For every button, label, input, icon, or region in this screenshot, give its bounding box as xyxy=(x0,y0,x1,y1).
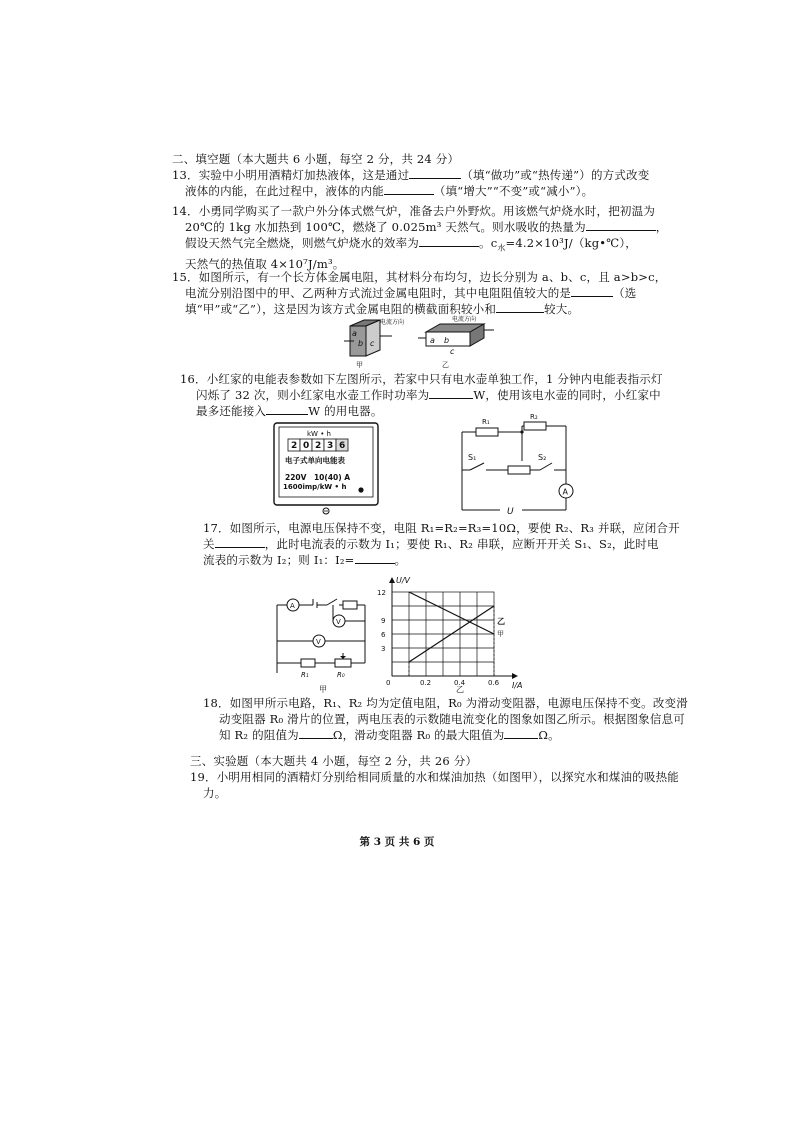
block-yi xyxy=(418,315,494,369)
meter-digit: 2 xyxy=(315,441,322,451)
label-u: U xyxy=(507,507,514,517)
x-tick: 0.2 xyxy=(420,679,432,687)
y-tick: 6 xyxy=(381,631,386,639)
label-b: b xyxy=(358,339,364,348)
y-tick: 3 xyxy=(381,645,386,653)
answer-blank[interactable] xyxy=(299,727,333,739)
question-18: 18．如图甲所示电路，R₁、R₂ 均为定值电阻，R₀ 为滑动变阻器，电源电压保持不变。改变滑 动变阻器 R₀ 滑片的位置，两电压表的示数随电流变化的图象如图乙所示。根据图象信息可 知 R₂ 的阻值为 Ω，滑动变阻器 R₀ 的最大阻值为 Ω。 xyxy=(203,696,688,742)
indicator-light-icon xyxy=(358,487,363,492)
question-19: 19．小明用相同的酒精灯分别给相同质量的水和煤油加热（如图甲），以探究水和煤油的吸热能 力。 xyxy=(190,770,679,800)
label-r1: R₁ xyxy=(482,418,490,426)
switch[interactable] xyxy=(327,599,337,605)
meter-title: 电子式单向电能表 xyxy=(285,456,345,465)
x-axis-label: I/A xyxy=(512,681,523,690)
meter-digit: 6 xyxy=(339,441,346,451)
block-jia xyxy=(344,318,404,369)
answer-blank[interactable] xyxy=(266,403,308,415)
switch-s2[interactable] xyxy=(540,463,552,470)
answer-blank[interactable] xyxy=(496,301,544,313)
answer-blank[interactable] xyxy=(409,167,461,179)
caption-yi: 乙 xyxy=(456,685,464,694)
q18-circuit-jia xyxy=(273,595,373,695)
resistor-r1 xyxy=(476,428,498,436)
answer-blank[interactable] xyxy=(586,219,656,231)
page-number: 第 3 页 共 6 页 xyxy=(359,836,435,848)
answer-blank[interactable] xyxy=(355,552,395,564)
y-tick: 9 xyxy=(381,617,386,625)
meter-digit: 3 xyxy=(327,441,334,451)
question-17: 17．如图所示，电源电压保持不变，电阻 R₁=R₂=R₃=10Ω，要使 R₂、R₃ 并联，应闭合开 关 ，此时电流表的示数为 I₁；要使 R₁、R₂ 串联，应断开开关 S₁、S₂，此时电 流表的示数为 I₂；则 I₁：I₂= 。 xyxy=(203,521,680,567)
label-s1: S₁ xyxy=(468,453,477,462)
question-13: 13．实验中小明用酒精灯加热液体，这是通过 （填“做功”或“热传递”）的方式改变 液体的内能，在此过程中，液体的内能 （填“增大”“不变”或“减小”）。 xyxy=(172,168,650,198)
answer-blank[interactable] xyxy=(429,387,473,399)
svg-text:V: V xyxy=(336,618,341,626)
label-s2: S₂ xyxy=(538,453,547,462)
caption-jia: 甲 xyxy=(319,685,327,694)
label-c: c xyxy=(450,347,455,356)
resistor-r2 xyxy=(524,422,546,430)
current-direction-label: 电流方向 xyxy=(452,316,477,323)
meter-unit: kW • h xyxy=(307,430,331,438)
x-tick: 0.6 xyxy=(488,679,500,687)
label-a: a xyxy=(430,336,435,345)
label-r0: R₀ xyxy=(337,671,345,679)
meter-digits xyxy=(288,439,348,451)
q18-graph-yi xyxy=(376,576,526,692)
meter-digit: 2 xyxy=(291,441,298,451)
line-yi xyxy=(409,592,494,634)
svg-text:V: V xyxy=(316,638,321,646)
meter-digit: 0 xyxy=(303,441,310,451)
answer-blank[interactable] xyxy=(215,536,265,548)
label-a: a xyxy=(352,329,357,338)
answer-blank[interactable] xyxy=(571,285,613,297)
question-14: 14．小勇同学购买了一款户外分体式燃气炉，准备去户外野炊。用该燃气炉烧水时，把初温为 20℃的 1kg 水加热到 100℃，燃烧了 0.025m³ 天然气。则水吸收的热量为 ， 假设天然气完全燃烧，则燃气炉烧水的效率为 。$c_水=4.2\times 10^3J/(kg•℃)$， 天然气的热值取 4×10⁷J/m³。 xyxy=(172,204,668,272)
graph-grid xyxy=(392,592,494,676)
meter-rating: 220V 10(40) A xyxy=(285,473,351,482)
resistor-r3 xyxy=(508,466,530,474)
x-tick: 0.4 xyxy=(454,679,466,687)
current-direction-label: 电流方向 xyxy=(380,319,405,326)
x-tick: 0 xyxy=(386,679,391,687)
label-c: c xyxy=(370,339,375,348)
section-3-heading: 三、实验题（本大题共 4 小题，每空 2 分，共 26 分） xyxy=(190,754,478,768)
label-r2: R₂ xyxy=(530,413,538,421)
resistor-r1 xyxy=(301,659,315,667)
answer-blank[interactable] xyxy=(384,183,434,195)
label-r1: R₁ xyxy=(301,671,309,679)
y-axis-label: U/V xyxy=(396,576,411,585)
q16-circuit xyxy=(460,413,578,518)
question-15: 15．如图所示，有一个长方体金属电阻，其材料分布均匀，边长分别为 a、b、c，且 a>b>c， 电流分别沿图中的甲、乙两种方式流过金属电阻时，其中电阻阻值较大的是 （选 填“甲”或“乙”），这是因为该方式金属电阻的横截面积较小和 较大。 xyxy=(172,270,667,316)
rheostat-r0[interactable] xyxy=(335,659,351,667)
label-b: b xyxy=(444,336,450,345)
section-2-heading: 二、填空题（本大题共 6 小题，每空 2 分，共 24 分） xyxy=(172,152,460,166)
svg-text:A: A xyxy=(562,487,568,497)
caption-jia: 甲 xyxy=(356,361,363,369)
electricity-meter xyxy=(273,422,381,514)
resistor xyxy=(343,601,357,609)
answer-blank[interactable] xyxy=(504,727,538,739)
y-tick: 12 xyxy=(377,589,386,597)
switch-s1[interactable] xyxy=(470,463,484,470)
meter-imp: 1600imp/kW • h xyxy=(283,483,347,491)
q15-figure xyxy=(340,316,500,368)
legend-yi: 乙 xyxy=(497,617,505,626)
caption-yi: 乙 xyxy=(442,361,449,369)
legend-jia: 甲 xyxy=(497,630,504,638)
answer-blank[interactable] xyxy=(419,235,479,247)
svg-text:A: A xyxy=(290,602,295,610)
question-16: 16．小红家的电能表参数如下左图所示，若家中只有电水壶单独工作，1 分钟内电能表指示灯 闪烁了 32 次，则小红家电水壶工作时功率为 W，使用该电水壶的同时，小红家中 最多还能接入 W 的用电器。 xyxy=(180,372,663,418)
